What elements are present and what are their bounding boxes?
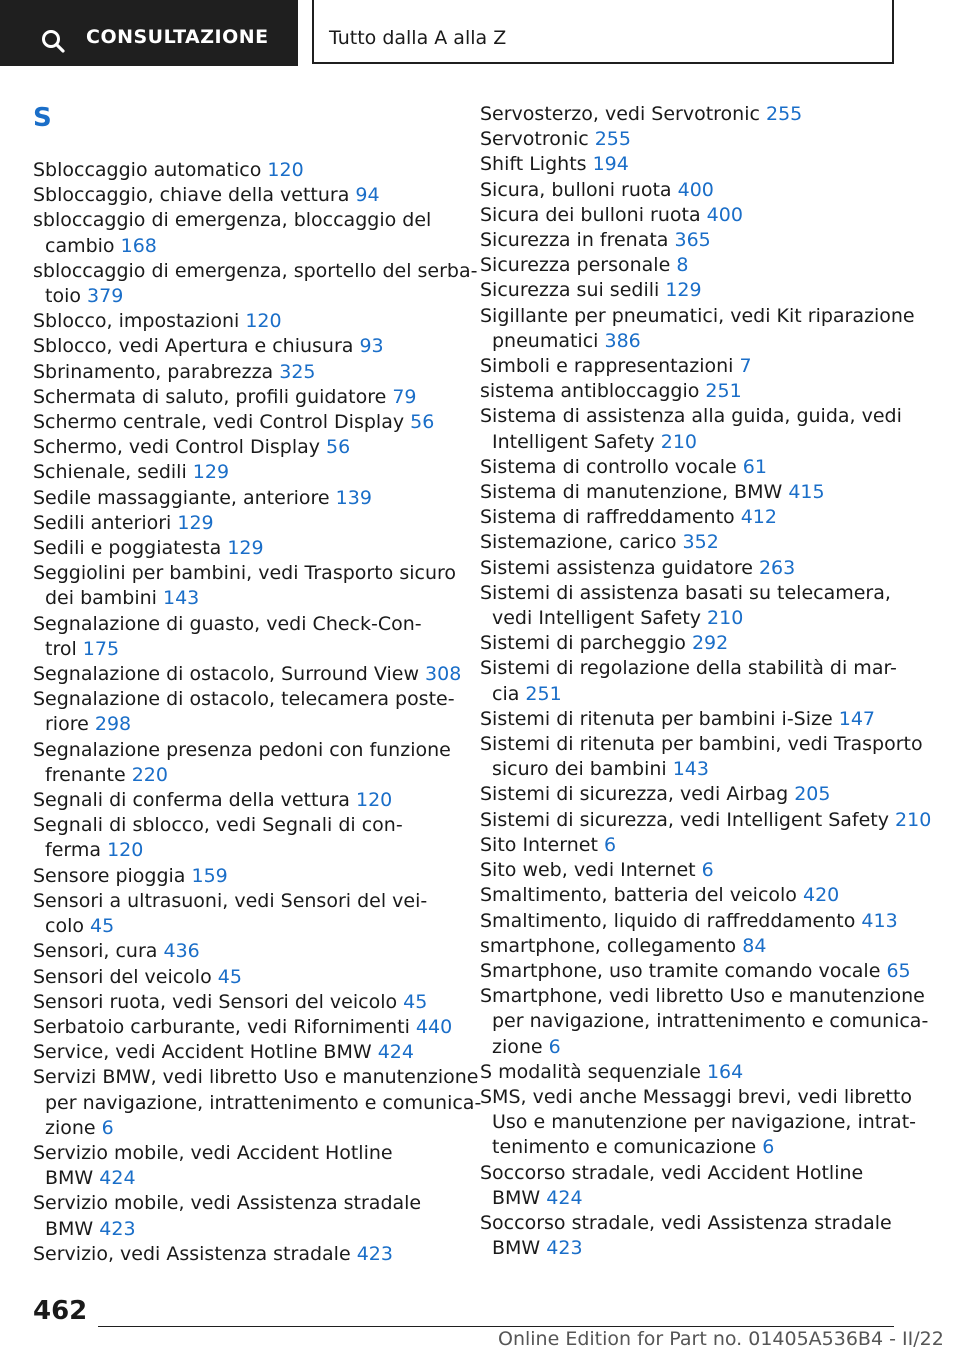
entry-text: Sito web, vedi Internet [480, 859, 696, 882]
entry-text: Segnalazione di ostacolo, telecamera poste- [33, 688, 455, 711]
entry-text-continued: Intelligent Safety [492, 430, 655, 453]
index-entry-line [33, 385, 453, 410]
entry-text: Servizio mobile, vedi Assistenza stradale [33, 1192, 422, 1215]
index-entry-line [480, 480, 910, 505]
entry-text-continued: tenimento e comunicazione [492, 1136, 757, 1159]
index-entry-line [480, 858, 910, 883]
index-entry-line [33, 234, 453, 259]
page-reference-link[interactable]: 6 [701, 859, 714, 882]
index-entry-line [33, 738, 453, 763]
page-reference-link[interactable]: 45 [90, 915, 115, 938]
page-reference-link[interactable]: 400 [706, 203, 743, 226]
index-entry-line [33, 662, 462, 687]
entry-text: Sistemi di regolazione della stabilità di mar- [480, 657, 897, 680]
page-reference-link[interactable]: 79 [392, 385, 417, 408]
entry-text: Sbloccaggio, chiave della vettura [33, 184, 350, 207]
index-entry-line [480, 505, 910, 530]
index-entry-line [33, 334, 453, 359]
index-entry-line [33, 813, 453, 838]
index-entry-line [480, 984, 925, 1009]
page-reference-link[interactable]: 298 [94, 713, 132, 736]
entry-text: Sensori, cura [33, 940, 158, 963]
entry-text: Servizio mobile, vedi Accident Hotline [33, 1141, 393, 1164]
entry-text: Sistema di manutenzione, BMW [480, 481, 783, 504]
page-reference-link[interactable]: 147 [838, 707, 875, 730]
entry-text: Sedili e poggiatesta [33, 537, 222, 560]
page-reference-link[interactable]: 6 [548, 1035, 561, 1058]
page-reference-link[interactable]: 6 [603, 833, 617, 856]
index-entry-line [33, 990, 453, 1015]
index-entry-line [480, 253, 910, 278]
page-reference-link[interactable]: 143 [163, 587, 200, 610]
page-reference-link[interactable]: 255 [765, 103, 803, 125]
entry-text: Servizio, vedi Assistenza stradale [33, 1242, 351, 1265]
index-entry-line [480, 530, 910, 555]
entry-text: Sbrinamento, parabrezza [33, 360, 274, 383]
entry-text: Segnalazione di ostacolo, Surround View [33, 663, 419, 686]
index-entry-line [480, 379, 910, 404]
entry-text-continued: trol [45, 637, 77, 660]
index-entry-line [33, 1242, 453, 1267]
entry-text: Sensori del veicolo [33, 965, 212, 988]
page-reference-link[interactable]: 6 [762, 1136, 775, 1159]
page-reference-link[interactable]: 400 [677, 178, 714, 201]
index-entry-line [480, 278, 910, 303]
index-entry-line [33, 763, 453, 788]
index-entry-line [33, 435, 453, 460]
index-entry-line [480, 1110, 916, 1135]
page-reference-link[interactable]: 120 [245, 310, 282, 333]
entry-text: Serbatoio carburante, vedi Rifornimenti [33, 1015, 410, 1038]
page-reference-link[interactable]: 424 [546, 1186, 583, 1209]
entry-text: Sistemi di sicurezza, vedi Airbag [480, 783, 789, 806]
entry-text: Sicura, bulloni ruota [480, 178, 672, 201]
index-entry-line [33, 158, 453, 183]
page-reference-link[interactable]: 159 [191, 864, 228, 887]
entry-text: Sistemi di ritenuta per bambini i-Size [480, 707, 833, 730]
entry-text: Simboli e rappresentazioni [480, 355, 734, 378]
entry-text: Sistema di assistenza alla guida, guida, vedi [480, 405, 902, 428]
index-entry-line [33, 586, 453, 611]
edition-label: Online Edition for Part no. 01405A536B4 - II/22 [498, 1328, 944, 1350]
index-entry-line [33, 208, 453, 233]
entry-text: Sistemi di ritenuta per bambini, vedi Trasporto [480, 733, 923, 756]
entry-text-continued: dei bambini [45, 587, 157, 610]
index-entry-line [480, 1085, 913, 1110]
page-reference-link[interactable]: 6 [101, 1116, 114, 1139]
page-reference-link[interactable]: 93 [359, 335, 384, 358]
page-reference-link[interactable]: 175 [82, 637, 120, 660]
entry-text: Smaltimento, batteria del veicolo [480, 884, 797, 907]
index-entry-line [480, 404, 910, 429]
entry-text: Sistemi di sicurezza, vedi Intelligent Safety [480, 808, 889, 831]
page-reference-link[interactable]: 308 [425, 663, 462, 686]
index-entry-line [480, 102, 910, 127]
index-entry-line [33, 838, 453, 863]
entry-text: Sistema di controllo vocale [480, 455, 737, 478]
entry-text: Sedile massaggiante, anteriore [33, 486, 330, 509]
index-entry-line [33, 1015, 453, 1040]
entry-text-continued: BMW [45, 1167, 94, 1190]
index-entry-line [480, 430, 910, 455]
entry-text-continued: ferma [45, 839, 102, 862]
entry-text-continued: colo [45, 915, 84, 938]
index-entry-line [33, 410, 453, 435]
index-entry-line [33, 939, 453, 964]
index-entry-line [33, 1040, 453, 1065]
index-entry-line [480, 556, 910, 581]
index-entry-line [480, 959, 910, 984]
index-entry-line [33, 309, 453, 334]
index-entry-line [33, 259, 478, 284]
index-entry-line [480, 581, 910, 606]
page-reference-link[interactable]: 84 [742, 934, 767, 957]
page-reference-link[interactable]: 412 [740, 506, 777, 529]
index-entry-line [480, 329, 910, 354]
page-reference-link[interactable]: 220 [131, 763, 168, 786]
page-reference-link[interactable]: 120 [267, 159, 304, 181]
index-entry-line [480, 631, 910, 656]
index-entry-line [33, 460, 453, 485]
page-reference-link[interactable]: 413 [861, 909, 898, 932]
entry-text-continued: BMW [45, 1217, 94, 1240]
index-entry-line [33, 1091, 482, 1116]
index-entry-line [480, 127, 910, 152]
index-entry-line [480, 1135, 910, 1160]
index-entry-line [33, 561, 457, 586]
entry-text: Soccorso stradale, vedi Accident Hotline [480, 1161, 864, 1184]
page-reference-link[interactable]: 424 [99, 1167, 136, 1190]
entry-text: Sito Internet [480, 833, 598, 856]
page-number: 462 [33, 1296, 88, 1326]
entry-text: Schienale, sedili [33, 461, 187, 484]
index-entry-line [480, 203, 910, 228]
index-entry-line [480, 1009, 929, 1034]
page-reference-link[interactable]: 164 [706, 1060, 744, 1083]
index-entry-line [480, 1161, 910, 1186]
chapter-title-box [312, 0, 894, 64]
entry-text-continued: Uso e manutenzione per navigazione, intrat- [492, 1111, 916, 1134]
entry-text: Shift Lights [480, 153, 587, 176]
entry-text: sbloccaggio di emergenza, sportello del serba- [33, 259, 478, 282]
page-header [0, 0, 960, 66]
page-reference-link[interactable]: 251 [705, 380, 742, 403]
index-entries-right [480, 102, 932, 1261]
chapter-title: Tutto dalla A alla Z [329, 27, 507, 49]
index-entry-line [33, 1191, 453, 1216]
index-entry-line [480, 1211, 910, 1236]
entry-text-continued: sicuro dei bambini [492, 758, 667, 781]
entry-text-continued: vedi Intelligent Safety [492, 607, 701, 630]
index-entry-line [33, 1217, 453, 1242]
entry-text: Segnalazione presenza pedoni con funzione [33, 738, 451, 761]
page-reference-link[interactable]: 365 [674, 229, 711, 252]
index-letter-heading: S [33, 103, 52, 133]
index-entry-line [33, 637, 453, 662]
entry-text: Schermo centrale, vedi Control Display [33, 411, 405, 434]
entry-text: Sicurezza personale [480, 254, 671, 277]
index-entry-line [33, 914, 453, 939]
entry-text: Sistemi assistenza guidatore [480, 556, 753, 579]
page-reference-link[interactable]: 440 [415, 1015, 453, 1038]
page-reference-link[interactable]: 129 [227, 537, 264, 560]
entry-text-continued: cia [492, 682, 520, 705]
entry-text: Sistemi di parcheggio [480, 632, 686, 655]
page-reference-link[interactable]: 205 [794, 783, 831, 806]
page-reference-link[interactable]: 7 [739, 355, 752, 378]
page-reference-link[interactable]: 415 [788, 481, 825, 504]
index-entry-line [33, 965, 453, 990]
page-reference-link[interactable]: 386 [604, 329, 641, 352]
page-reference-link[interactable]: 56 [326, 436, 351, 459]
index-entry-line [33, 1116, 453, 1141]
entry-text: Sbloccaggio automatico [33, 159, 262, 181]
entry-text: S modalità sequenziale [480, 1060, 701, 1083]
entry-text-continued: per navigazione, intrattenimento e comunica- [45, 1091, 482, 1114]
entry-text: Sensore pioggia [33, 864, 186, 887]
page-reference-link[interactable]: 263 [758, 556, 796, 579]
page-reference-link[interactable]: 423 [546, 1237, 583, 1260]
entry-text-continued: cambio [45, 234, 115, 257]
page-reference-link[interactable]: 94 [355, 184, 380, 207]
index-column-right [480, 102, 932, 1261]
page-reference-link[interactable]: 139 [335, 486, 372, 509]
footer-divider [98, 1326, 894, 1327]
entry-text-continued: toio [45, 285, 81, 308]
index-column-left [33, 103, 482, 1267]
entry-text: Smartphone, uso tramite comando vocale [480, 959, 881, 982]
entry-text: smartphone, collegamento [480, 934, 737, 957]
page-reference-link[interactable]: 292 [691, 632, 729, 655]
entry-text: Sblocco, vedi Apertura e chiusura [33, 335, 354, 358]
entry-text-continued: zione [492, 1035, 543, 1058]
entry-text: Servotronic [480, 128, 589, 151]
page-reference-link[interactable]: 436 [163, 940, 200, 963]
index-entry-line [33, 511, 453, 536]
entry-text: sbloccaggio di emergenza, bloccaggio del [33, 209, 432, 232]
entry-text: Sigillante per pneumatici, vedi Kit riparazione [480, 304, 915, 327]
index-entry-line [33, 536, 453, 561]
entry-text: SMS, vedi anche Messaggi brevi, vedi libretto [480, 1085, 913, 1108]
entry-text: Seggiolini per bambini, vedi Trasporto sicuro [33, 562, 457, 585]
page-reference-link[interactable]: 423 [99, 1217, 136, 1240]
entry-text-continued: per navigazione, intrattenimento e comunica- [492, 1010, 929, 1033]
page-reference-link[interactable]: 120 [107, 839, 144, 862]
section-tab-consultazione[interactable] [0, 0, 298, 66]
page-reference-link[interactable]: 194 [592, 153, 629, 176]
index-entry-line [33, 1141, 453, 1166]
entry-text: Sicurezza sui sedili [480, 279, 660, 302]
index-entry-line [480, 354, 910, 379]
entry-text: Sicurezza in frenata [480, 229, 669, 252]
index-entry-line [480, 178, 910, 203]
index-entry-line [480, 304, 915, 329]
entry-text: Segnali di conferma della vettura [33, 789, 350, 812]
index-entry-line [480, 682, 910, 707]
index-entry-line [33, 486, 453, 511]
page-reference-link[interactable]: 45 [217, 965, 242, 988]
entry-text: Servizi BMW, vedi libretto Uso e manutenzione [33, 1066, 479, 1089]
entry-text: Service, vedi Accident Hotline BMW [33, 1041, 372, 1064]
index-entry-line [480, 1186, 910, 1211]
page-reference-link[interactable]: 210 [707, 607, 744, 630]
page-reference-link[interactable]: 56 [410, 411, 435, 434]
page-reference-link[interactable]: 143 [672, 758, 709, 781]
page-reference-link[interactable]: 251 [525, 682, 562, 705]
entry-text: Schermo, vedi Control Display [33, 436, 320, 459]
entry-text: Smaltimento, liquido di raffreddamento [480, 909, 856, 932]
index-entry-line [480, 782, 910, 807]
entry-text-continued: riore [45, 713, 89, 736]
index-entry-line [480, 656, 910, 681]
index-entry-line [33, 284, 453, 309]
index-entry-line [33, 612, 453, 637]
entry-text-continued: BMW [492, 1237, 541, 1260]
entry-text: Sensori ruota, vedi Sensori del veicolo [33, 990, 398, 1013]
index-entry-line [33, 360, 453, 385]
index-entry-line [480, 1060, 910, 1085]
index-entries-left [33, 158, 482, 1267]
entry-text: Servosterzo, vedi Servotronic [480, 103, 760, 125]
entry-text-continued: frenante [45, 763, 126, 786]
page-reference-link[interactable]: 129 [192, 461, 230, 484]
entry-text: sistema antibloccaggio [480, 380, 700, 403]
index-entry-line [480, 152, 910, 177]
index-entry-line [33, 864, 453, 889]
entry-text: Sensori a ultrasuoni, vedi Sensori del vei- [33, 889, 428, 912]
entry-text: Sedili anteriori [33, 511, 172, 534]
index-entry-line [480, 1236, 910, 1261]
entry-text-continued: BMW [492, 1186, 541, 1209]
index-entry-line [480, 883, 910, 908]
page-reference-link[interactable]: 129 [177, 511, 214, 534]
page-reference-link[interactable]: 65 [886, 959, 911, 982]
entry-text: Sistemazione, carico [480, 531, 677, 554]
section-tab-label: CONSULTAZIONE [86, 26, 269, 48]
index-entry-line [480, 228, 910, 253]
index-entry-line [480, 606, 910, 631]
index-entry-line [480, 909, 910, 934]
page-reference-link[interactable]: 45 [403, 990, 428, 1013]
page-reference-link[interactable]: 424 [377, 1041, 414, 1064]
index-entry-line [480, 707, 910, 732]
page-reference-link[interactable]: 352 [682, 531, 719, 554]
index-entry-line [33, 183, 453, 208]
index-entry-line [480, 934, 910, 959]
entry-text: Sblocco, impostazioni [33, 310, 240, 333]
page-reference-link[interactable]: 379 [87, 285, 124, 308]
page-reference-link[interactable]: 210 [660, 430, 697, 453]
page-reference-link[interactable]: 325 [279, 360, 316, 383]
entry-text: Soccorso stradale, vedi Assistenza stradale [480, 1211, 892, 1234]
page-reference-link[interactable]: 8 [676, 254, 689, 277]
index-entry-line [480, 732, 923, 757]
page-reference-link[interactable]: 210 [895, 808, 932, 831]
index-entry-line [33, 712, 453, 737]
entry-text-continued: pneumatici [492, 329, 599, 352]
index-entry-line [480, 455, 910, 480]
entry-text: Schermata di saluto, profili guidatore [33, 385, 387, 408]
entry-text: Segnali di sblocco, vedi Segnali di con- [33, 814, 403, 837]
index-entry-line [33, 1166, 453, 1191]
index-entry-line [480, 808, 932, 833]
index-entry-line [33, 1065, 479, 1090]
entry-text: Sicura dei bulloni ruota [480, 203, 701, 226]
entry-text: Smartphone, vedi libretto Uso e manutenzione [480, 985, 925, 1008]
page-reference-link[interactable]: 168 [120, 234, 157, 257]
index-entry-line [33, 889, 453, 914]
index-entry-line [480, 833, 910, 858]
entry-text: Sistema di raffreddamento [480, 506, 735, 529]
page-reference-link[interactable]: 420 [802, 884, 840, 907]
search-icon [40, 28, 66, 54]
page-reference-link[interactable]: 129 [665, 279, 702, 302]
index-entry-line [33, 687, 453, 712]
index-entry-line [33, 788, 453, 813]
index-entry-line [480, 757, 910, 782]
index-entry-line [480, 1035, 910, 1060]
page-reference-link[interactable]: 423 [356, 1242, 393, 1265]
page-reference-link[interactable]: 61 [742, 455, 767, 478]
entry-text: Sistemi di assistenza basati su telecamera, [480, 581, 891, 604]
entry-text: Segnalazione di guasto, vedi Check-Con- [33, 612, 422, 635]
entry-text-continued: zione [45, 1116, 96, 1139]
page-reference-link[interactable]: 120 [356, 789, 393, 812]
page-reference-link[interactable]: 255 [594, 128, 631, 151]
